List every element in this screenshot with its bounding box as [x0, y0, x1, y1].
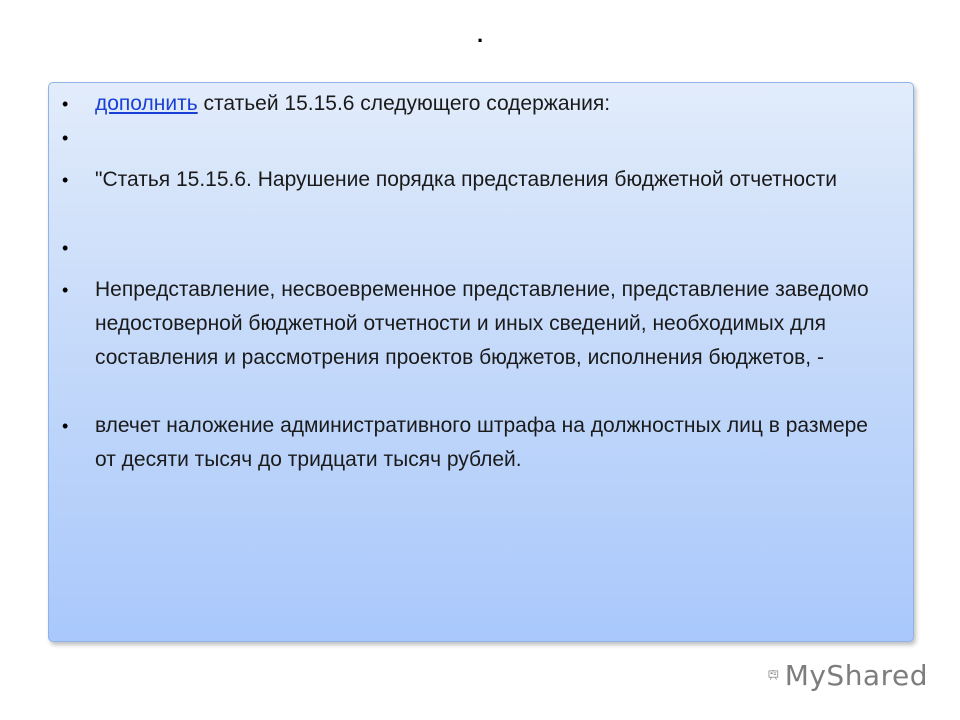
bullet-text: Непредставление, несвоевременное представление, представление заведомо недостоверной бюджетной отчетности и иных сведений, необходимых для составления и рассмотрения проектов бюджетов, исполнения бюджетов, -: [95, 278, 869, 369]
watermark-text: MyShared: [784, 658, 928, 692]
slide-title: .: [476, 22, 484, 47]
bullet-text: влечет наложение административного штрафа на должностных лиц в размере от десяти тысяч до тридцати тысяч рублей.: [95, 414, 868, 471]
bullet-dot: •: [62, 238, 69, 258]
bullet-text: [95, 87, 885, 121]
bullet-dot: •: [62, 280, 69, 300]
bullet-dot: •: [62, 128, 69, 148]
bullet-dot: •: [62, 416, 69, 436]
bullet-text-rest: статьей 15.15.6 следующего содержания:: [197, 92, 611, 115]
bullet-dot: •: [62, 94, 69, 114]
bullet-dot: •: [62, 170, 69, 190]
presentation-board-icon: [768, 658, 779, 692]
content-box: [48, 82, 914, 642]
bullet-text: "Статья 15.15.6. Нарушение порядка представления бюджетной отчетности: [95, 168, 837, 191]
watermark-logo: [768, 654, 928, 696]
amend-link[interactable]: дополнить: [95, 92, 198, 115]
